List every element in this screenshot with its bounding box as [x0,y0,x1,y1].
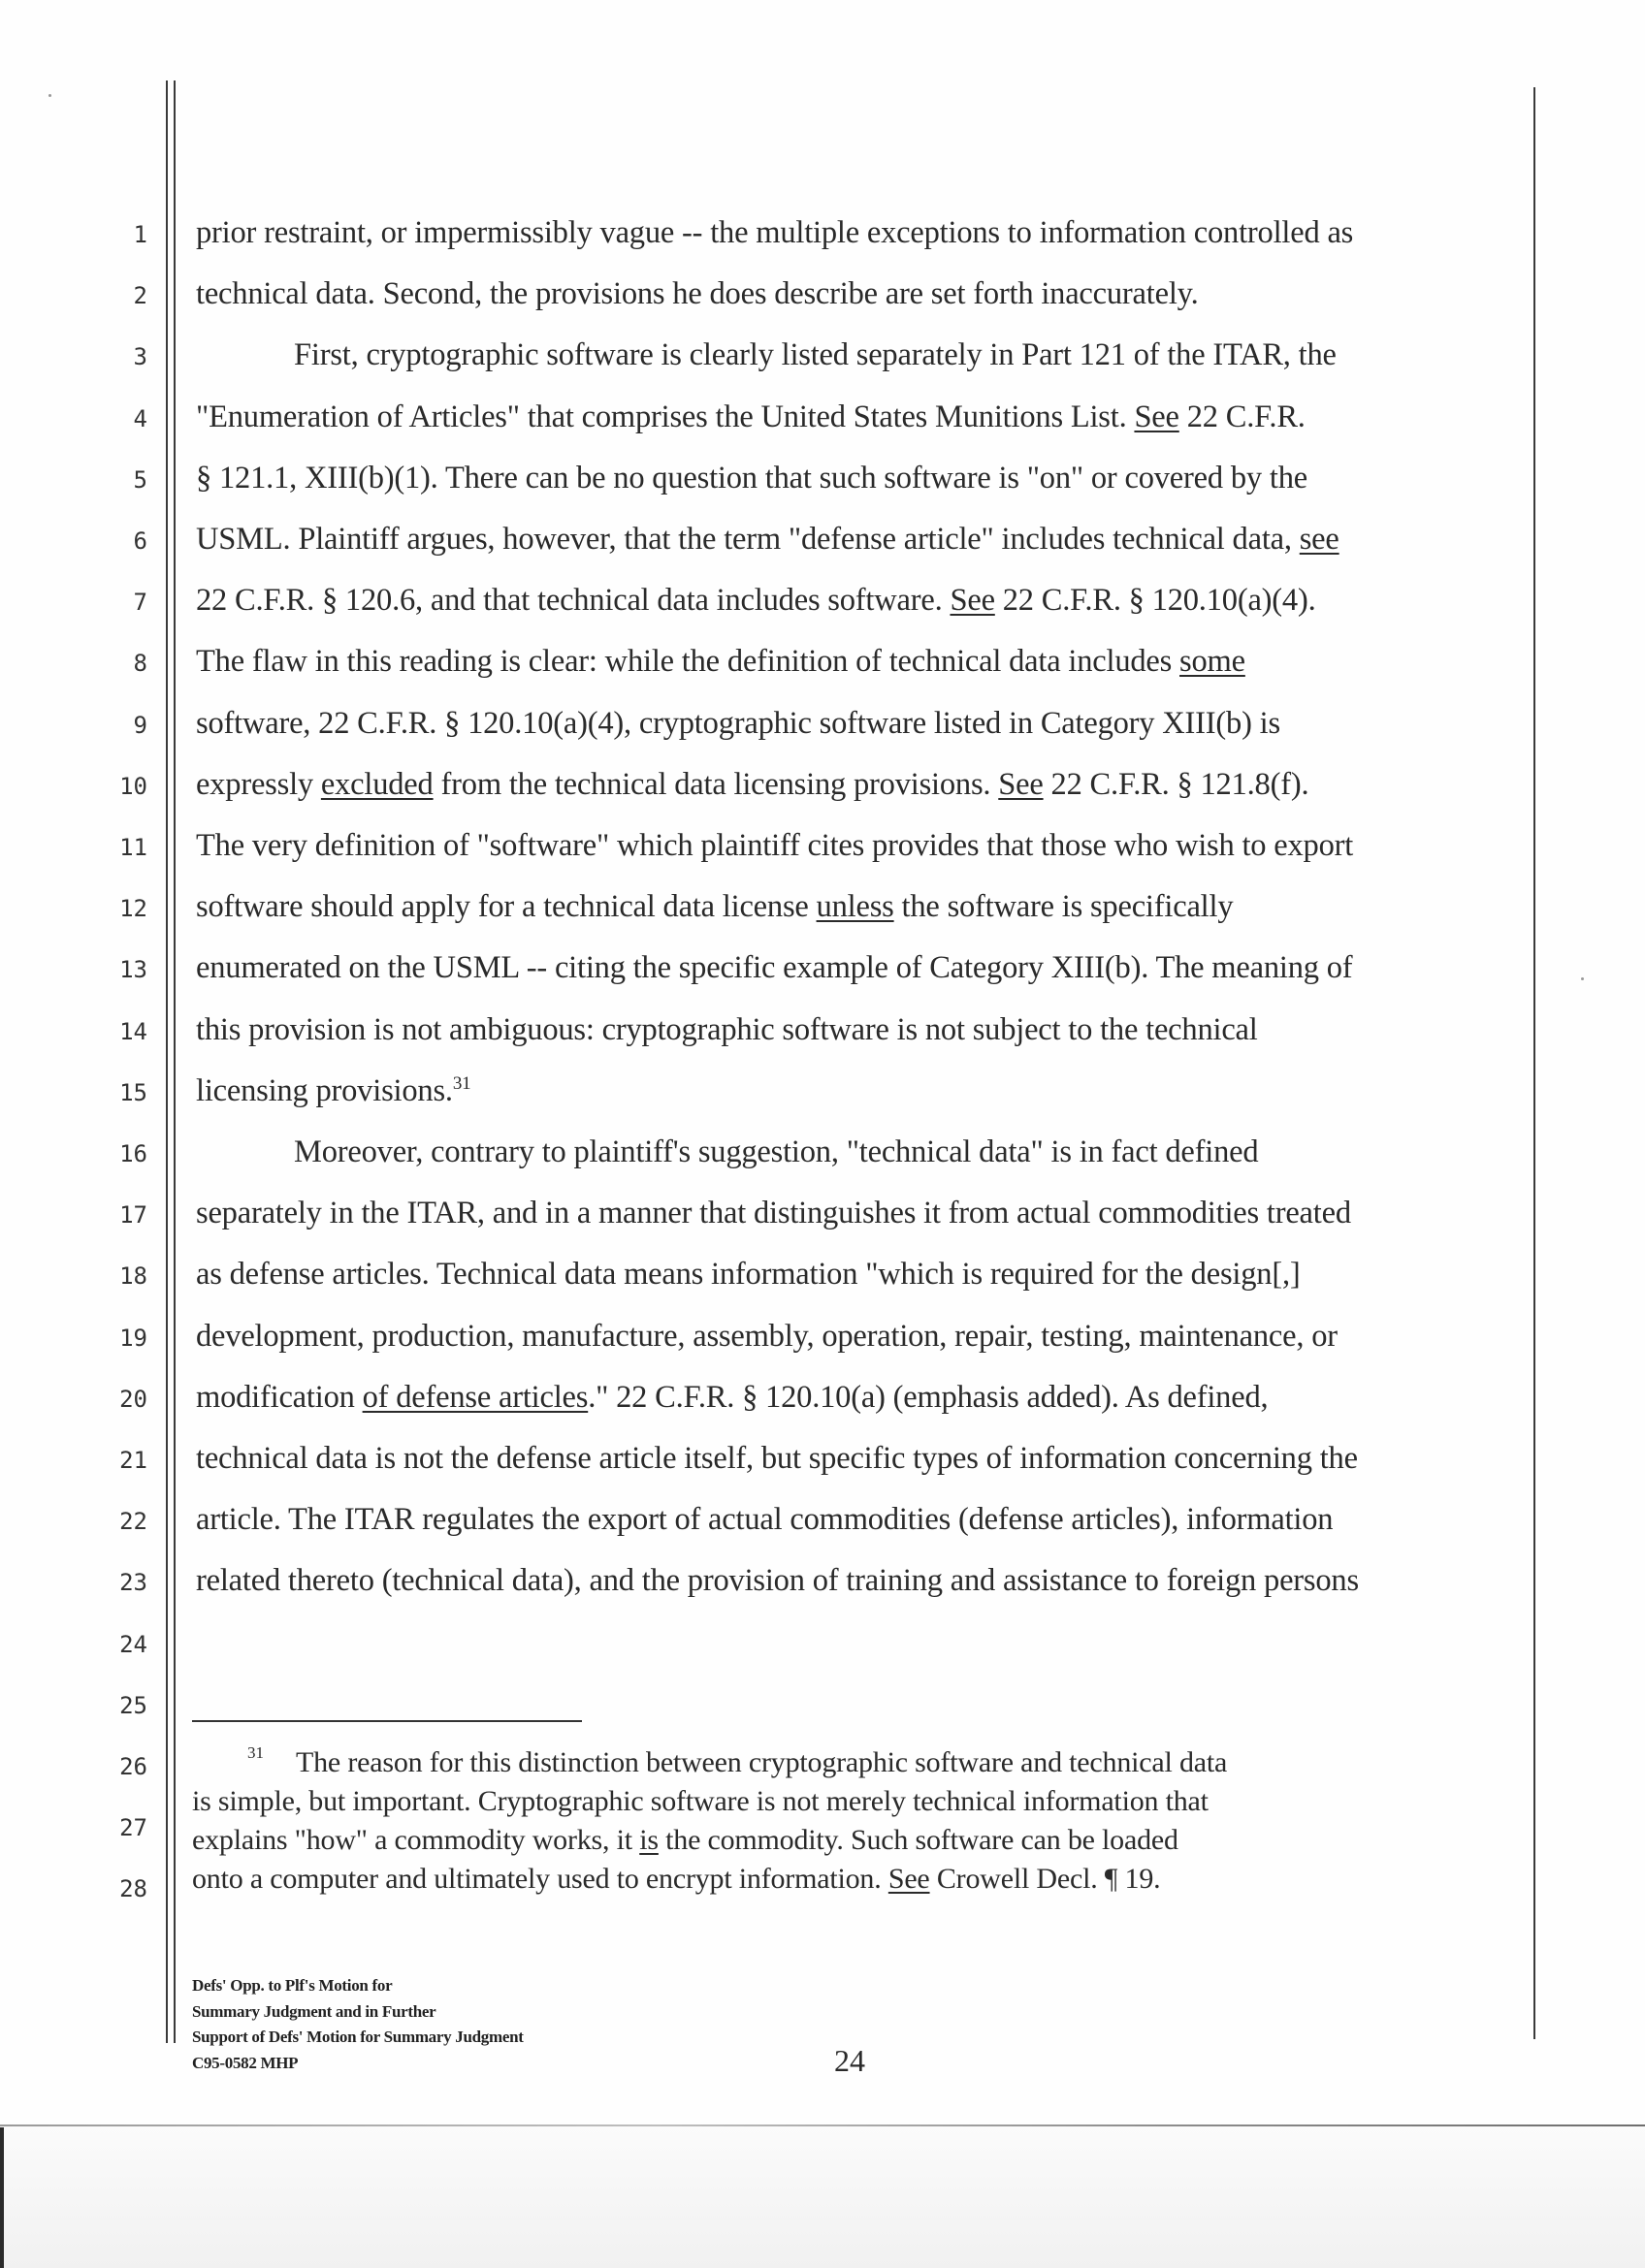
line-number: 8 [133,650,147,678]
line-number: 18 [119,1262,147,1291]
line-number: 20 [119,1385,147,1413]
body-line-9 [196,704,1280,743]
body-line-22 [196,1500,1333,1539]
line-number: 19 [119,1324,147,1352]
footer-caption-line: Defs' Opp. to Plf's Motion for [192,1976,393,1995]
body-line-14 [196,1010,1258,1049]
body-line-6 [196,520,1339,559]
footer-caption-line: C95-0582 MHP [192,2054,299,2073]
text-run: related thereto (technical data), and the provision of training and assistance to foreign persons [196,1563,1359,1599]
underlined-text: some [1179,644,1245,680]
text-run: the software is specifically [893,889,1234,925]
text-run: onto a computer and ultimately used to encrypt information. [192,1863,888,1895]
page-number: 24 [834,2043,865,2078]
text-run: "Enumeration of Articles" that comprises the United States Munitions List. [196,399,1135,434]
body-line-13 [196,948,1352,987]
line-number: 13 [119,956,147,984]
text-run: modification [196,1379,363,1415]
body-line-17 [196,1194,1351,1232]
text-run: licensing provisions. [196,1072,453,1108]
underlined-text: is [639,1824,659,1856]
line-number: 27 [119,1814,147,1842]
underlined-text: See [1134,399,1179,434]
line-number: 21 [119,1447,147,1474]
footer-caption-line: Summary Judgment and in Further [192,2001,436,2021]
footer-caption-line: Support of Defs' Motion for Summary Judgment [192,2028,524,2047]
line-number: 15 [119,1078,147,1106]
text-run: § 121.1, XIII(b)(1). There can be no question that such software is "on" or covered by the [196,460,1307,495]
text-run: prior restraint, or impermissibly vague -- the multiple exceptions to information controlled as [196,215,1354,250]
text-run: ." 22 C.F.R. § 120.10(a) (emphasis added). As defined, [588,1379,1269,1415]
body-line-7 [196,581,1316,620]
text-run: software should apply for a technical data license [196,889,817,925]
text-run: from the technical data licensing provisions. [433,766,999,802]
text-run: Moreover, contrary to plaintiff's suggestion, "technical data" is in fact defined [294,1134,1259,1169]
text-run: USML. Plaintiff argues, however, that the term "defense article" includes technical data, [196,522,1300,557]
underlined-text: See [998,766,1044,802]
body-line-2 [196,274,1199,313]
body-line-23 [196,1561,1359,1600]
text-run: Crowell Decl. ¶ 19. [929,1863,1161,1895]
body-line-4 [196,398,1306,436]
line-number: 14 [119,1017,147,1045]
underlined-text: excluded [320,766,434,802]
text-run: expressly [196,766,321,802]
body-line-11 [196,826,1353,865]
footnote-line [192,1862,1160,1897]
line-number: 2 [133,282,147,310]
footnote-reference: 31 [452,1072,471,1094]
underlined-text: see [1299,522,1339,557]
text-run: explains "how" a commodity works, it [192,1824,640,1856]
body-line-18 [196,1255,1301,1294]
line-number: 4 [133,404,147,432]
text-run: The flaw in this reading is clear: while the definition of technical data includes [196,644,1180,680]
line-number: 22 [119,1508,147,1536]
line-number: 23 [119,1569,147,1597]
text-run: 22 C.F.R. § 120.10(a)(4). [994,583,1316,619]
text-run: The reason for this distinction between cryptographic software and technical data [296,1746,1228,1778]
body-line-12 [196,887,1233,926]
text-run: separately in the ITAR, and in a manner that distinguishes it from actual commodities treated [196,1196,1351,1231]
line-number: 7 [133,589,147,617]
text-run: software, 22 C.F.R. § 120.10(a)(4), cryptographic software listed in Category XIII(b) is [196,705,1280,741]
line-number: 12 [119,895,147,923]
underlined-text: of defense articles [362,1379,589,1415]
line-number: 5 [133,465,147,494]
body-line-5 [196,459,1307,497]
footnote-line [192,1823,1178,1858]
text-run: development, production, manufacture, assembly, operation, repair, testing, maintenance, or [196,1318,1338,1354]
footnote-number: 31 [247,1743,264,1762]
footnote-line [296,1745,1227,1780]
body-line-3 [294,335,1337,374]
body-line-16 [294,1133,1258,1171]
body-line-1 [196,213,1353,252]
line-number: 17 [119,1201,147,1230]
text-run: 22 C.F.R. § 120.6, and that technical data includes software. [196,583,951,619]
body-line-10 [196,765,1308,804]
line-number: 28 [119,1875,147,1903]
line-number: 6 [133,527,147,555]
right-margin-rule [1533,87,1535,2039]
text-run: article. The ITAR regulates the export of actual commodities (defense articles), information [196,1502,1334,1538]
scanner-background [0,2126,1645,2268]
scan-speck [1581,977,1584,980]
scan-speck [48,94,51,97]
line-number: 3 [133,343,147,371]
body-line-15 [196,1071,470,1110]
footnote-separator [192,1720,582,1722]
underlined-text: See [950,583,995,619]
text-run: this provision is not ambiguous: cryptographic software is not subject to the technical [196,1011,1258,1047]
text-run: is simple, but important. Cryptographic software is not merely technical information that [192,1785,1209,1817]
text-run: enumerated on the USML -- citing the specific example of Category XIII(b). The meaning of [196,950,1353,986]
text-run: the commodity. Such software can be loaded [658,1824,1178,1856]
body-line-19 [196,1317,1338,1356]
line-number: 10 [119,772,147,800]
body-line-8 [196,642,1245,681]
line-number: 1 [133,221,147,248]
line-number: 24 [119,1630,147,1658]
scanner-dark-edge [0,2127,4,2268]
underlined-text: unless [816,889,894,925]
line-number: 26 [119,1753,147,1780]
left-margin-rule-outer [166,80,168,2043]
underlined-text: See [887,1863,930,1895]
text-run: 22 C.F.R. [1178,399,1306,434]
text-run: The very definition of "software" which plaintiff cites provides that those who wish to export [196,828,1354,863]
text-run: technical data. Second, the provisions he does describe are set forth inaccurately. [196,276,1199,312]
text-run: 22 C.F.R. § 121.8(f). [1043,766,1309,802]
body-line-21 [196,1439,1358,1478]
line-number: 11 [119,834,147,861]
line-number: 16 [119,1140,147,1167]
footnote-line [192,1784,1209,1819]
body-line-20 [196,1378,1268,1417]
line-number: 25 [119,1691,147,1719]
text-run: technical data is not the defense article itself, but specific types of information concerning the [196,1441,1358,1476]
text-run: as defense articles. Technical data means information "which is required for the design[,] [196,1257,1301,1293]
text-run: First, cryptographic software is clearly listed separately in Part 121 of the ITAR, the [294,337,1337,373]
left-margin-rule-inner [174,80,176,2043]
line-number: 9 [133,711,147,739]
